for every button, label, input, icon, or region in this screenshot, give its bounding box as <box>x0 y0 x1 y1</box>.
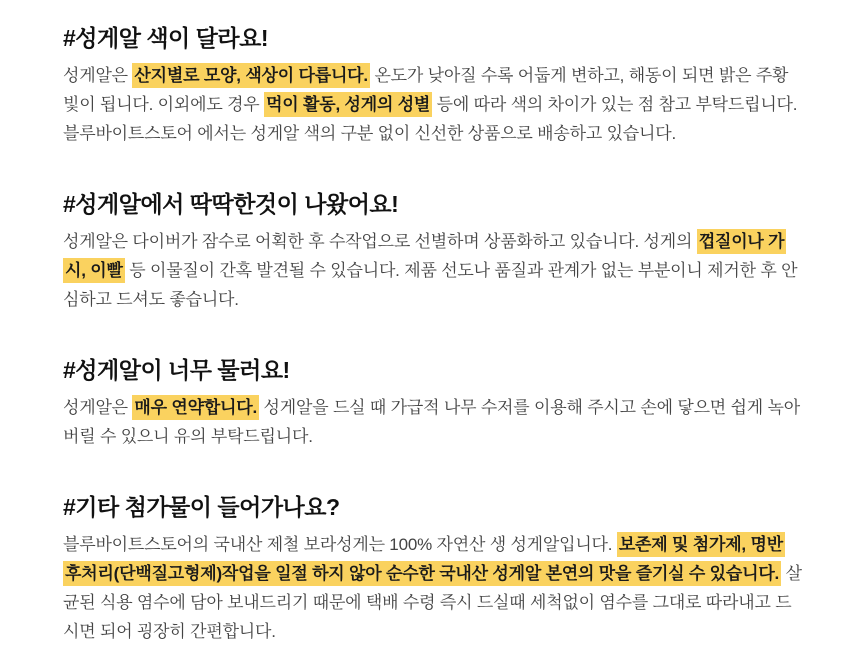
faq-section-hard-bits <box>63 190 802 314</box>
body-text: 등 이물질이 간혹 발견될 수 있습니다. 제품 선도나 품질과 관계가 없는 부분이니 제거한 후 안심하고 드셔도 좋습니다. <box>63 261 798 309</box>
faq-body-softness <box>63 393 803 451</box>
body-text: 성게알을 드실 때 가급적 나무 수저를 이용해 주시고 손에 닿으면 쉽게 녹아버릴 수 있으니 유의 부탁드립니다. <box>63 398 800 446</box>
body-text: 성게알은 <box>63 66 133 85</box>
faq-section-egg-color <box>63 24 802 148</box>
body-text: 성게알은 <box>63 398 133 417</box>
faq-section-softness <box>63 356 802 451</box>
highlighted-text: 먹이 활동, 성게의 성별 <box>264 92 432 117</box>
faq-section-additives <box>63 493 802 646</box>
highlighted-text: 매우 연약합니다. <box>132 395 259 420</box>
faq-heading-egg-color: #성게알 색이 달라요! <box>63 25 268 51</box>
highlighted-text: 산지별로 모양, 색상이 다릅니다. <box>132 63 370 88</box>
body-text: 블루바이트스토어의 국내산 제철 보라성게는 100% 자연산 생 성게알입니다. <box>63 535 617 554</box>
body-text: 등에 따라 색의 차이가 있는 점 참고 부탁드립니다. 블루바이트스토어 에서는 성게알 색의 구분 없이 신선한 상품으로 배송하고 있습니다. <box>63 95 798 143</box>
faq-body-egg-color <box>63 61 803 148</box>
body-text: 온도가 낮아질 수록 어둡게 변하고, 해동이 되면 밝은 주황빛이 됩니다. 이외에도 경우 <box>63 66 789 114</box>
faq-heading-additives: #기타 첨가물이 들어가나요? <box>63 494 340 520</box>
highlighted-text: 껍질이나 가시, 이빨 <box>63 229 786 283</box>
faq-heading-softness: #성게알이 너무 물러요! <box>63 357 290 383</box>
faq-body-additives <box>63 530 803 646</box>
faq-body-hard-bits <box>63 227 803 314</box>
faq-heading-hard-bits: #성게알에서 딱딱한것이 나왔어요! <box>63 191 399 217</box>
body-text: 성게알은 다이버가 잠수로 어획한 후 수작업으로 선별하며 상품화하고 있습니다. 성게의 <box>63 232 697 251</box>
highlighted-text: 보존제 및 첨가제, 명반 후처리(단백질고형제)작업을 일절 하지 않아 순수한 국내산 성게알 본연의 맛을 즐기실 수 있습니다. <box>63 532 785 586</box>
body-text: 살균된 식용 염수에 담아 보내드리기 때문에 택배 수령 즉시 드실때 세척없이 염수를 그대로 따라내고 드시면 되어 굉장히 간편합니다. <box>63 564 802 641</box>
